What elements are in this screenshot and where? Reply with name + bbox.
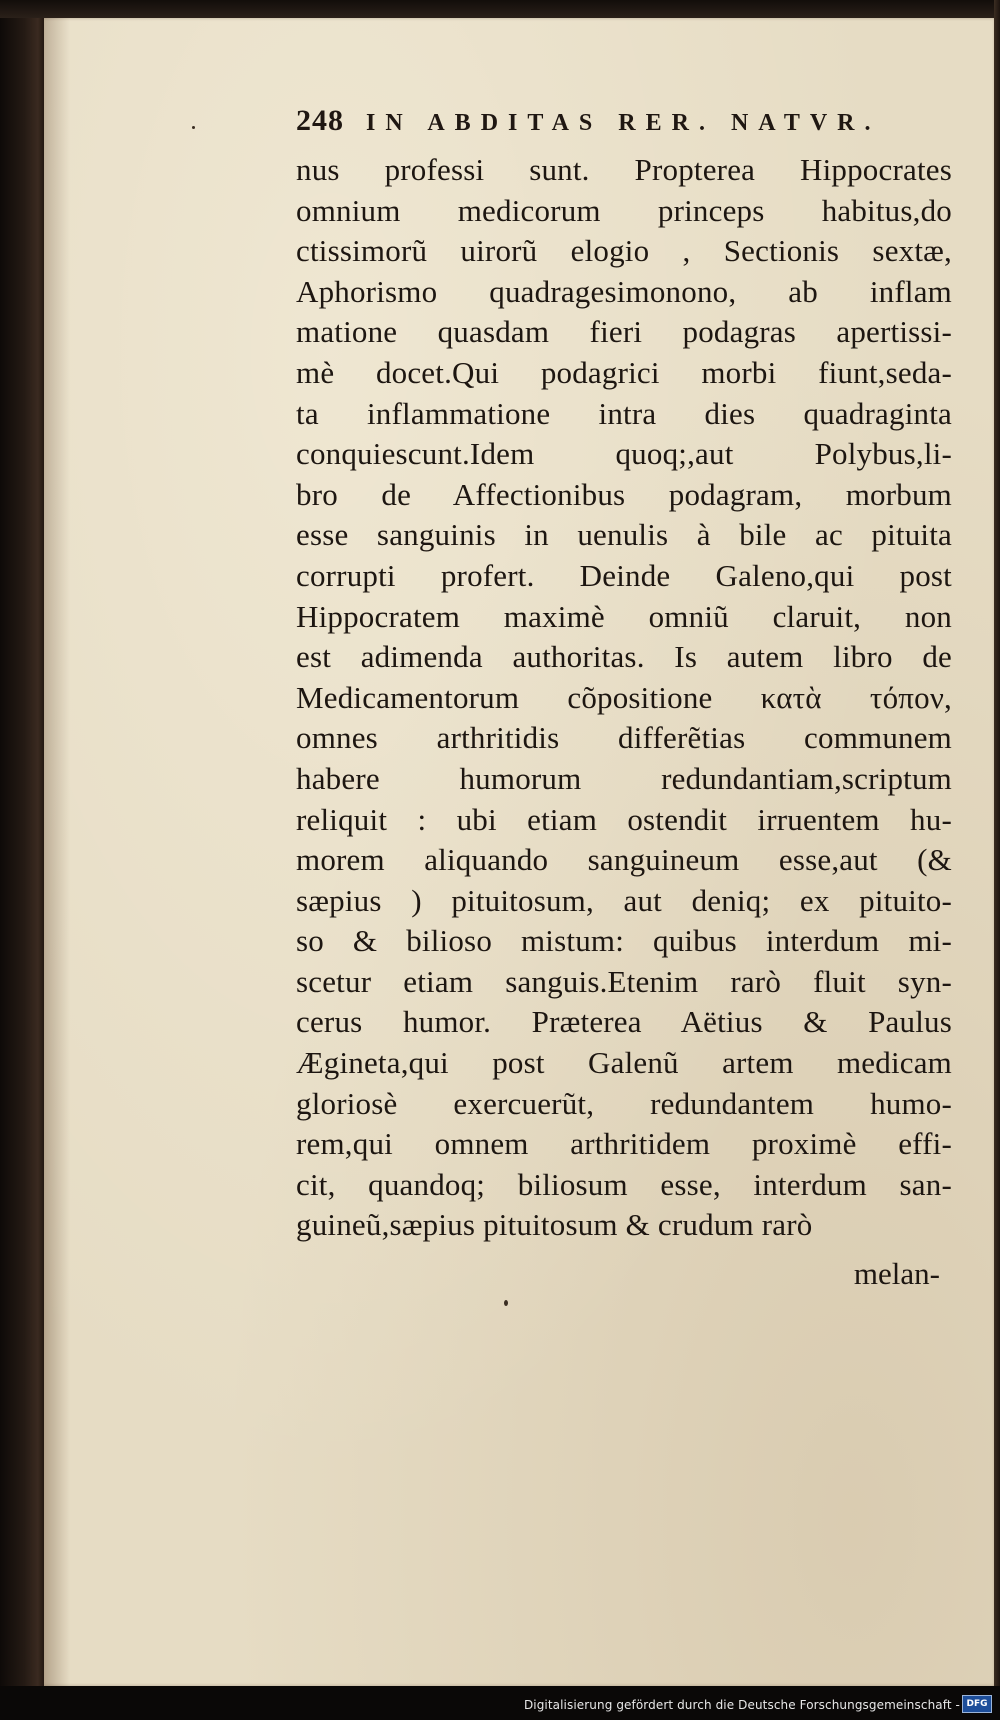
text-line: Hippocratem maximè omniũ claruit, non — [296, 598, 952, 634]
text-line: est adimenda authoritas. Is autem libro de — [296, 639, 952, 675]
text-line: rem,qui omnem arthritidem proximè effi- — [296, 1126, 952, 1162]
dfg-logo: DFG — [962, 1695, 992, 1713]
body-text — [296, 150, 952, 1246]
text-line: Medicamentorum cõpositione κατὰ τόπον, — [296, 679, 952, 715]
text-line: esse sanguinis in uenulis à bile ac pituita — [296, 517, 952, 553]
digitization-footer — [0, 1686, 1000, 1720]
text-line: cerus humor. Præterea Aëtius & Paulus — [296, 1004, 952, 1040]
text-line: gloriosè exercuerũt, redundantem humo- — [296, 1085, 952, 1121]
text-line: Ægineta,qui post Galenũ artem medicam — [296, 1045, 952, 1081]
text-line: corrupti profert. Deinde Galeno,qui post — [296, 557, 952, 593]
text-line: ctissimorũ uirorũ elogio , Sectionis sextæ, — [296, 233, 952, 269]
running-head — [296, 104, 906, 138]
text-line: morem aliquando sanguineum esse,aut (& — [296, 842, 952, 878]
text-line: omnium medicorum princeps habitus,do — [296, 192, 952, 228]
page-number: 248 — [296, 104, 344, 137]
text-line: habere humorum redundantiam,scriptum — [296, 760, 952, 796]
text-line: bro de Affectionibus podagram, morbum — [296, 476, 952, 512]
text-line: sæpius ) pituitosum, aut deniq; ex pituito- — [296, 882, 952, 918]
text-line: cit, quandoq; biliosum esse, interdum san- — [296, 1166, 952, 1202]
text-line: nus professi sunt. Propterea Hippocrates — [296, 152, 952, 187]
text-line: conquiescunt.Idem quoq;,aut Polybus,li- — [296, 436, 952, 472]
text-line: reliquit : ubi etiam ostendit irruentem hu- — [296, 801, 952, 837]
text-line: scetur etiam sanguis.Etenim rarò fluit syn- — [296, 963, 952, 999]
text-line: Aphorismo quadragesimonono, ab inflam — [296, 273, 952, 309]
text-line: omnes arthritidis differẽtias communem — [296, 720, 952, 756]
text-line: ta inflammatione intra dies quadraginta — [296, 395, 952, 431]
paper-speck — [504, 1300, 508, 1306]
book-right-edge — [994, 0, 1000, 1720]
text-line: guineũ,sæpius pituitosum & crudum rarò — [296, 1207, 813, 1243]
text-line: mè docet.Qui podagrici morbi fiunt,seda- — [296, 354, 952, 390]
catchword: melan- — [853, 1256, 940, 1291]
book-top-edge — [0, 0, 1000, 18]
text-line: so & bilioso mistum: quibus interdum mi- — [296, 923, 952, 959]
text-line: matione quasdam fieri podagras apertissi- — [296, 314, 952, 350]
paper-speck — [192, 126, 195, 129]
running-head-title: IN ABDITAS RER. NATVR. — [366, 110, 881, 136]
funding-credit: Digitalisierung gefördert durch die Deutsche Forschungsgemeinschaft - — [523, 1698, 960, 1712]
